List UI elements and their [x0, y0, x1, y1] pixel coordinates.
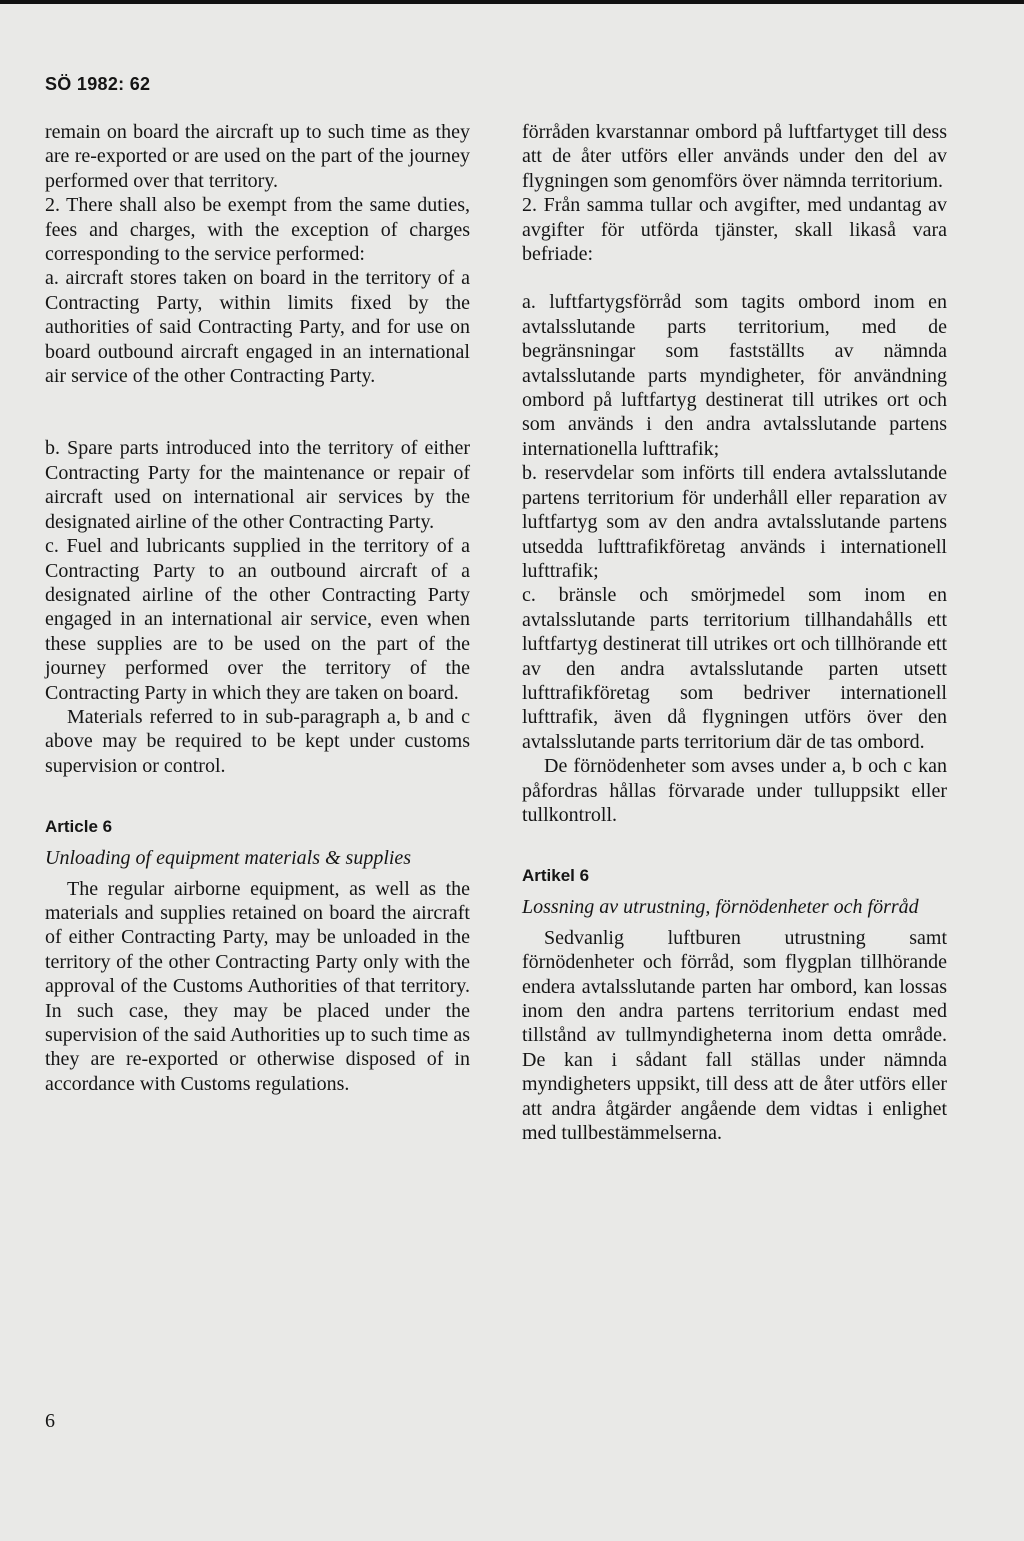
swedish-paragraph-c: c. bränsle och smörjmedel som inom en avtalsslutande parts territorium tillhandahålls ett luftfartyg destinerat till utrikes ort och tillhörande ett av den andra avtalsslutande parten utsett lufttrafikföretag som bedriver internationell lufttrafik, även då flygningen utförs över den avtalsslutande parts territorium där de tas ombord.	[522, 584, 947, 753]
swedish-column	[522, 120, 947, 1145]
document-reference: SÖ 1982: 62	[45, 74, 151, 94]
swedish-paragraph-2: 2. Från samma tullar och avgifter, med undantag av avgifter för utförda tjänster, skall likaså vara befriade:	[522, 194, 947, 266]
swedish-article-heading: Artikel 6	[522, 866, 590, 886]
english-paragraph-materials: Materials referred to in sub-paragraph a, b and c above may be required to be kept under customs supervision or control.	[45, 705, 470, 777]
english-paragraph-b: b. Spare parts introduced into the territory of either Contracting Party for the maintenance or repair of aircraft used on international air services by the designated airline of the other Contracting Party.	[45, 437, 470, 533]
english-article-subheading: Unloading of equipment materials & supplies	[45, 847, 412, 870]
page-number: 6	[45, 1410, 55, 1432]
english-article-body: The regular airborne equipment, as well as the materials and supplies retained on board the aircraft of either Contracting Party, may be unloaded in the territory of the other Contracting Party only with the approval of the Customs Authorities of that territory. In such case, they may be placed under the supervision of the said Authorities up to such time as they are re-exported or otherwise disposed of in accordance with Customs regulations.	[45, 877, 470, 1095]
swedish-paragraph-a: a. luftfartygsförråd som tagits ombord inom en avtalsslutande parts territorium, med de begränsningar som fastställts av nämnda avtalsslutande parts myndigheter, för användning ombord på luftfartyg destinerat till utrikes ort och som används i den andra avtalsslutande partens internationella lufttrafik;	[522, 291, 947, 460]
swedish-article-subheading: Lossning av utrustning, förnödenheter och förråd	[522, 896, 919, 919]
swedish-paragraph-continuation: förråden kvarstannar ombord på luftfartyget till dess att de åter utförs eller används under den del av flygningen som genomförs över nämnda territorium.	[522, 121, 947, 192]
english-paragraph-2: 2. There shall also be exempt from the same duties, fees and charges, with the exception of charges corresponding to the service performed:	[45, 194, 470, 266]
english-paragraph-continuation: remain on board the aircraft up to such time as they are re-exported or are used on the part of the journey performed over that territory.	[45, 121, 470, 192]
top-border-rule	[0, 0, 1024, 4]
english-column	[45, 120, 470, 1096]
english-paragraph-c: c. Fuel and lubricants supplied in the territory of a Contracting Party to an outbound aircraft of a designated airline of the other Contracting Party engaged in an international air service, even when these supplies are to be used on the part of the journey performed over the territory of the Contracting Party in which they are taken on board.	[45, 535, 470, 704]
swedish-article-body: Sedvanlig luftburen utrustning samt förnödenheter och förråd, som flygplan tillhörande endera avtalsslutande parten har ombord, kan lossas inom den andra partens territorium endast med tillstånd av tullmyndigheterna inom detta område. De kan i sådant fall ställas under nämnda myndigheters uppsikt, till dess att de åter utförs eller att andra åtgärder angående dem vidtas i enlighet med tullbestämmelserna.	[522, 926, 947, 1145]
english-paragraph-a: a. aircraft stores taken on board in the territory of a Contracting Party, within limits fixed by the authorities of said Contracting Party, and for use on board outbound aircraft engaged in an international air service of the other Contracting Party.	[45, 267, 470, 388]
swedish-paragraph-b: b. reservdelar som införts till endera avtalsslutande partens territorium för underhåll eller reparation av luftfartyg som av den andra avtalsslutande partens utsedda lufttrafikföretag används i internationell lufttrafik;	[522, 462, 947, 582]
english-article-heading: Article 6	[45, 817, 113, 837]
swedish-paragraph-materials: De förnödenheter som avses under a, b och c kan påfordras hållas förvarade under tulluppsikt eller tullkontroll.	[522, 755, 947, 826]
